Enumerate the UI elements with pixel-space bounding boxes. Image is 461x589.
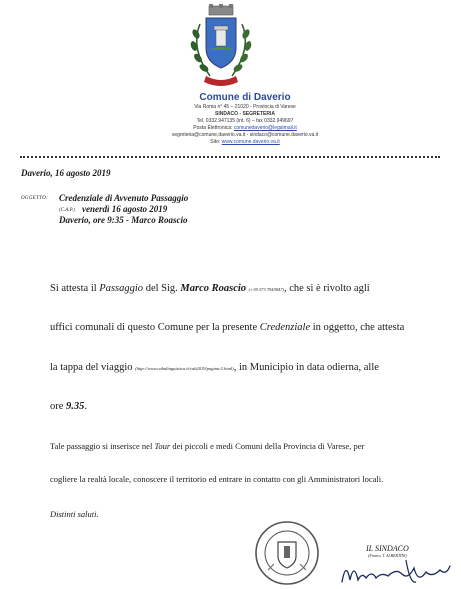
closing-greeting: Distinti saluti. [50, 509, 99, 519]
traveler-name: Marco Roascio [180, 283, 247, 294]
credenziale-word: Credenziale [259, 322, 311, 333]
letterhead-address: Via Roma n° 45 – 21020 - Provincia di Varese [194, 104, 296, 110]
body-text: , che si è rivolto agli [283, 283, 370, 294]
letterhead-emails[interactable]: segreteria@comune.daverio.va.it - sindaco@comune.daverio.va.it [171, 132, 319, 138]
handwritten-signature-icon [336, 554, 454, 588]
body-text: dei piccoli e medi Comuni della Provincia di Varese, per [170, 441, 365, 451]
body-line-1 [50, 283, 370, 294]
subject-line-2: venerdì 16 agosto 2019 [82, 204, 168, 214]
letterhead-site [120, 139, 370, 145]
body-text: uffici comunali di questo Comune per la presente [50, 322, 260, 333]
pec-email-link[interactable]: comunedaverio@legalmail.it [233, 125, 297, 131]
letterhead-phone: Tel. 0332.947135 (int. 6) – fax 0332.949697 [196, 118, 294, 124]
subject-label: OGGETTO: [21, 196, 49, 201]
letterhead-office: SINDACO - SEGRETERIA [214, 111, 275, 117]
letterhead-pec [120, 125, 370, 131]
signature-name: (Franco T. ALBERTINI) [368, 553, 407, 558]
signature-title: IL SINDACO [366, 544, 409, 553]
body-line-3 [50, 362, 379, 373]
body-text: del Sig. [143, 283, 181, 294]
pec-label: Posta Elettronica: [193, 125, 233, 131]
passaggio-word: Passaggio [99, 283, 144, 294]
site-link[interactable]: www.comune.daverio.va.it [221, 139, 280, 145]
para2-line-1 [50, 441, 364, 451]
header-separator [20, 156, 440, 158]
tour-word: Tour [154, 441, 171, 451]
para2-line-2: cogliere la realtà locale, conoscere il territorio ed entrare in contatto con gli Amministratori locali. [50, 474, 384, 484]
body-text: in oggetto, che attesta [310, 322, 405, 333]
subject-line-1: Credenziale di Avvenuto Passaggio [59, 193, 189, 203]
body-text: Tale passaggio si inserisce nel [50, 441, 155, 451]
site-label: Sito: [210, 139, 221, 145]
body-line-4 [50, 401, 87, 412]
body-text: . [84, 401, 88, 412]
municipal-stamp-icon [254, 520, 320, 586]
arrival-time: 9.35 [66, 401, 85, 412]
subject-line-3: Daverio, ore 9:35 - Marco Roascio [59, 215, 188, 225]
municipal-crest-icon [176, 4, 266, 96]
letterhead-title: Comune di Daverio [199, 92, 291, 103]
traveler-phone: (+39.373.7943847) [248, 287, 284, 292]
letter-date: Daverio, 16 agosto 2019 [21, 168, 111, 178]
subject-cap: (C.A.P.) [59, 208, 75, 213]
body-text: ore [50, 401, 67, 412]
body-line-2 [50, 322, 404, 333]
body-text: la tappa del viaggio [50, 362, 136, 373]
trip-url[interactable]: (http://www.cabalinguistica.it/cab2019/pagina-2.html) [135, 366, 234, 371]
body-text: Si attesta il [50, 283, 100, 294]
body-text: , in Municipio in data odierna, alle [233, 362, 379, 373]
